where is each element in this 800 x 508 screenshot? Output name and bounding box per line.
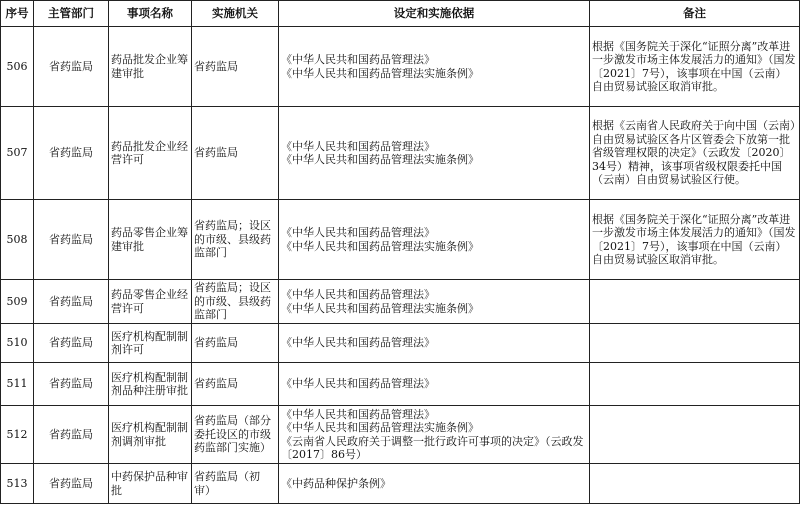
row-no: 510 <box>1 324 34 363</box>
table-row <box>1 363 800 406</box>
row-no: 513 <box>1 464 34 504</box>
row-org: 省药监局 <box>192 27 279 107</box>
row-org: 省药监局（初审） <box>192 464 279 504</box>
basis-line: 《中华人民共和国药品管理法》 <box>281 336 435 350</box>
basis-line: 《中药品种保护条例》 <box>281 476 391 490</box>
basis-line: 《中华人民共和国药品管理法》 <box>281 53 435 66</box>
basis-line: 《中华人民共和国药品管理法实施条例》 <box>281 421 479 434</box>
basis-line: 《中华人民共和国药品管理法》 <box>281 288 435 301</box>
row-remark: 根据《国务院关于深化“证照分离”改革进一步激发市场主体发展活力的通知》（国发〔2021〕7号），该事项在中国（云南）自由贸易试验区取消审批。 <box>590 200 800 280</box>
row-dept: 省药监局 <box>34 324 109 363</box>
row-dept: 省药监局 <box>34 406 109 464</box>
row-remark: 根据《云南省人民政府关于向中国（云南）自由贸易试验区各片区管委会下放第一批省级管理权限的决定》（云政发〔2020〕34号）精神，该事项省级权限委托中国（云南）自由贸易试验区行使。 <box>590 107 800 200</box>
row-name: 药品批发企业经营许可 <box>109 107 192 200</box>
table-row <box>1 464 800 504</box>
basis-line: 《中华人民共和国药品管理法》 <box>281 139 435 153</box>
row-no: 506 <box>1 27 34 107</box>
basis-line: 《中华人民共和国药品管理法实施条例》 <box>281 239 479 253</box>
basis-line: 《中华人民共和国药品管理法》 <box>281 226 435 239</box>
row-dept: 省药监局 <box>34 107 109 200</box>
row-basis <box>279 200 590 280</box>
row-name: 药品批发企业筹建审批 <box>109 27 192 107</box>
row-no: 511 <box>1 363 34 406</box>
header-org: 实施机关 <box>192 1 279 27</box>
row-name: 医疗机构配制制剂调剂审批 <box>109 406 192 464</box>
basis-line: 《中华人民共和国药品管理法实施条例》 <box>281 66 479 80</box>
basis-line: 《中华人民共和国药品管理法实施条例》 <box>281 153 479 166</box>
table-row <box>1 200 800 280</box>
table-row <box>1 27 800 107</box>
row-basis <box>279 464 590 504</box>
header-row <box>1 1 800 27</box>
header-remark: 备注 <box>590 1 800 27</box>
table-row <box>1 406 800 464</box>
basis-line: 《中华人民共和国药品管理法实施条例》 <box>281 301 479 315</box>
row-basis <box>279 406 590 464</box>
row-dept: 省药监局 <box>34 27 109 107</box>
row-basis <box>279 280 590 324</box>
row-name: 医疗机构配制制剂许可 <box>109 324 192 363</box>
header-no: 序号 <box>1 1 34 27</box>
row-name: 中药保护品种审批 <box>109 464 192 504</box>
basis-line: 《中华人民共和国药品管理法》 <box>281 407 435 421</box>
header-name: 事项名称 <box>109 1 192 27</box>
header-dept: 主管部门 <box>34 1 109 27</box>
basis-line: 《中华人民共和国药品管理法》 <box>281 377 435 391</box>
table-row <box>1 280 800 324</box>
row-remark <box>590 406 800 464</box>
row-no: 509 <box>1 280 34 324</box>
row-basis <box>279 363 590 406</box>
row-name: 医疗机构配制制剂品种注册审批 <box>109 363 192 406</box>
row-dept: 省药监局 <box>34 200 109 280</box>
row-dept: 省药监局 <box>34 280 109 324</box>
table-row <box>1 324 800 363</box>
row-no: 507 <box>1 107 34 200</box>
row-remark: 根据《国务院关于深化“证照分离”改革进一步激发市场主体发展活力的通知》（国发〔2021〕7号），该事项在中国（云南）自由贸易试验区取消审批。 <box>590 27 800 107</box>
row-basis <box>279 27 590 107</box>
row-remark <box>590 464 800 504</box>
row-dept: 省药监局 <box>34 363 109 406</box>
row-org: 省药监局；设区的市级、县级药监部门 <box>192 200 279 280</box>
row-dept: 省药监局 <box>34 464 109 504</box>
row-remark <box>590 363 800 406</box>
row-name: 药品零售企业筹建审批 <box>109 200 192 280</box>
row-org: 省药监局 <box>192 363 279 406</box>
row-remark <box>590 280 800 324</box>
row-no: 512 <box>1 406 34 464</box>
table-row <box>1 107 800 200</box>
row-no: 508 <box>1 200 34 280</box>
row-name: 药品零售企业经营许可 <box>109 280 192 324</box>
row-remark <box>590 324 800 363</box>
row-org: 省药监局（部分委托设区的市级药监部门实施） <box>192 406 279 464</box>
row-basis <box>279 324 590 363</box>
row-basis <box>279 107 590 200</box>
row-org: 省药监局；设区的市级、县级药监部门 <box>192 280 279 324</box>
row-org: 省药监局 <box>192 107 279 200</box>
basis-line: 《云南省人民政府关于调整一批行政许可事项的决定》（云政发〔2017〕86号） <box>281 434 584 461</box>
header-basis: 设定和实施依据 <box>279 1 590 27</box>
row-org: 省药监局 <box>192 324 279 363</box>
